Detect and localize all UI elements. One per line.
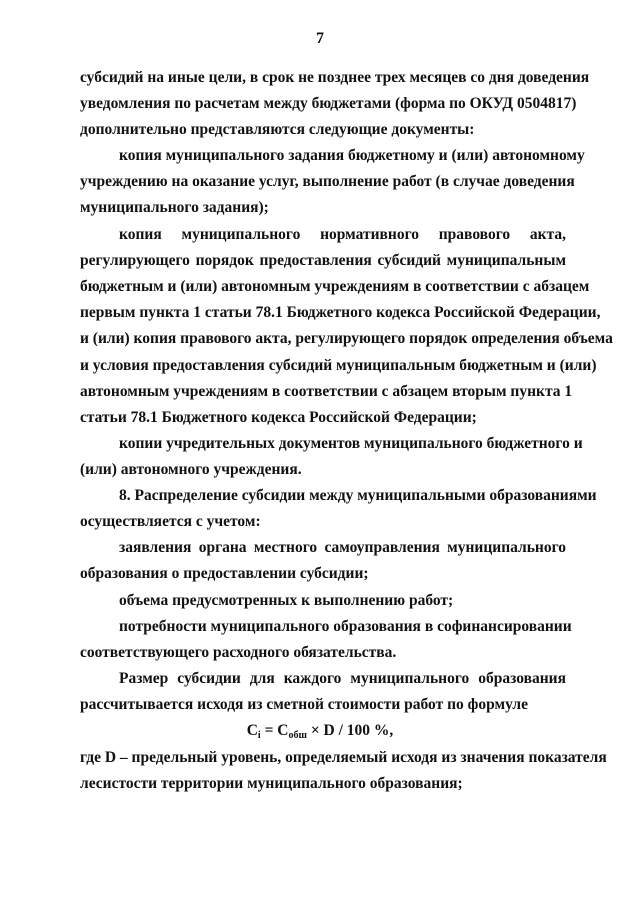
text-line: статьи 78.1 Бюджетного кодекса Российской Федерации;: [80, 409, 477, 426]
text-line: где D – предельный уровень, определяемый исходя из значения показателя: [80, 749, 607, 766]
text-line: Размер субсидии для каждого муниципального образования: [119, 670, 566, 687]
formula-rhs: × D / 100 %,: [306, 722, 394, 739]
text-line: субсидий на иные цели, в срок не позднее трех месяцев со дня доведения: [80, 69, 590, 86]
text-line: заявления органа местного самоуправления муниципального: [119, 539, 566, 556]
text-line: уведомления по расчетам между бюджетами (форма по ОКУД 0504817): [80, 95, 577, 112]
formula-total-subscript: обш: [288, 730, 307, 741]
text-line: копия муниципального задания бюджетному и (или) автономному: [119, 147, 585, 164]
text-line: учреждению на оказание услуг, выполнение работ (в случае доведения: [80, 173, 575, 190]
text-line: объема предусмотренных к выполнению работ;: [119, 592, 454, 609]
text-line: образования о предоставлении субсидии;: [80, 565, 369, 582]
text-line: копия муниципального нормативного правового акта,: [119, 226, 566, 243]
text-line: автономным учреждениям в соответствии с абзацем вторым пункта 1: [80, 383, 573, 400]
text-line: (или) автономного учреждения.: [80, 461, 302, 478]
page-number: 7: [316, 30, 324, 47]
text-line: и (или) копия правового акта, регулирующего порядок определения объема: [80, 330, 613, 347]
text-line: бюджетным и (или) автономным учреждениям в соответствии с абзацем: [80, 278, 590, 295]
text-line: и условия предоставления субсидий муниципальным бюджетным и (или): [80, 357, 597, 374]
text-line: копии учредительных документов муниципального бюджетного и: [119, 435, 583, 452]
text-line: потребности муниципального образования в софинансировании: [119, 618, 572, 635]
subsidy-formula: [0, 721, 640, 746]
text-line: осуществляется с учетом:: [80, 513, 261, 530]
formula-equals: = C: [260, 722, 289, 739]
text-line: дополнительно представляются следующие документы:: [80, 121, 475, 138]
formula-lhs: C: [246, 722, 258, 739]
text-line: лесистости территории муниципального образования;: [80, 775, 463, 792]
text-line: рассчитывается исходя из сметной стоимости работ по формуле: [80, 696, 529, 713]
formula-lhs-subscript: i: [257, 730, 261, 741]
text-line: регулирующего порядок предоставления субсидий муниципальным: [80, 252, 566, 269]
section-8-heading-line: 8. Распределение субсидии между муниципальными образованиями: [119, 487, 597, 504]
text-line: соответствующего расходного обязательства.: [80, 644, 397, 661]
text-line: первым пункта 1 статьи 78.1 Бюджетного кодекса Российской Федерации,: [80, 304, 601, 321]
text-line: муниципального задания);: [80, 199, 269, 216]
